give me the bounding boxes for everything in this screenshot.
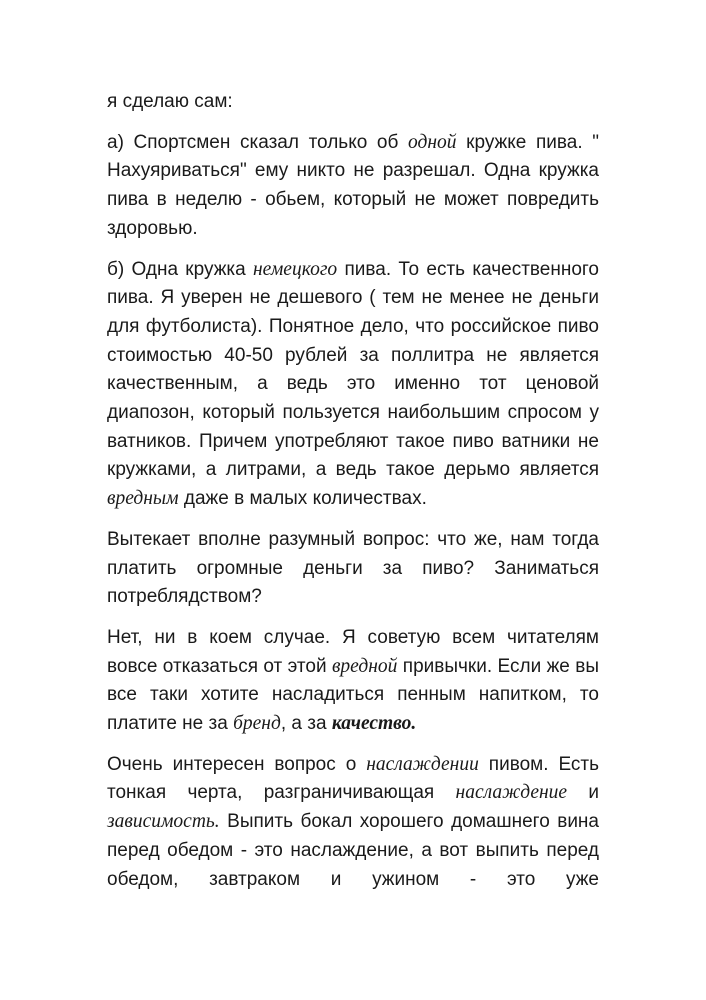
text-run: б) Одна кружка	[107, 258, 253, 280]
text-run: я сделаю сам:	[107, 91, 233, 112]
text-run: пива. То есть качественного пива. Я уверен не дешевого ( тем не менее не деньги для футболиста). Понятное дело, что российское пиво стоимостью 40-50 рублей за поллитра не является качественным, а ведь это именно тот ценовой диапозон, который пользуется наибольшим спросом у ватников. Причем употребляют такое пиво ватники не кружками, а литрами, а ведь такое дерьмо является	[107, 258, 599, 481]
emphasis-text: наслаждении	[366, 753, 479, 775]
text-run: Вытекает вполне разумный вопрос: что же, нам тогда платить огромные деньги за пиво? Заниматься потреблядством?	[107, 528, 599, 608]
paragraph-a	[107, 129, 599, 244]
text-run: даже в малых количествах.	[178, 488, 427, 510]
emphasis-text: одной	[408, 131, 457, 153]
paragraph-intro	[107, 88, 599, 117]
text-run: привычки. Если же вы все таки хотите насладиться пенным напитком, то платите не за	[107, 655, 599, 735]
paragraph-answer	[107, 624, 599, 739]
emphasis-text: наслаждение	[455, 782, 568, 804]
paragraph-b	[107, 256, 599, 514]
document-page	[107, 88, 599, 906]
emphasis-text: вредным	[107, 488, 179, 510]
text-run: Очень интересен вопрос о	[107, 753, 367, 775]
emphasis-text: немецкого	[253, 258, 338, 280]
text-run: и	[567, 782, 599, 804]
text-run: Нет, ни в коем случае. Я советую всем читателям вовсе отказаться от этой	[107, 626, 599, 677]
emphasis-text: бренд	[233, 713, 281, 735]
text-run: кружке пива. " Нахуяриваться" ему никто не разрешал. Одна кружка пива в неделю - обьем, который не может повредить здоровью.	[107, 131, 599, 239]
text-run: , а за	[280, 713, 332, 735]
paragraph-question	[107, 526, 599, 612]
emphasis-text: зависимость.	[107, 811, 220, 833]
emphasis-text: качество.	[331, 713, 417, 735]
text-run: а) Спортсмен сказал только об	[107, 131, 408, 153]
paragraph-enjoyment	[107, 751, 599, 895]
text-run: пивом. Есть тонкая черта, разграничивающая	[107, 753, 600, 804]
text-run: Выпить бокал хорошего домашнего вина перед обедом - это наслаждение, а вот выпить перед обедом, завтраком и ужином - это уже	[107, 811, 599, 890]
emphasis-text: вредной	[331, 655, 398, 677]
